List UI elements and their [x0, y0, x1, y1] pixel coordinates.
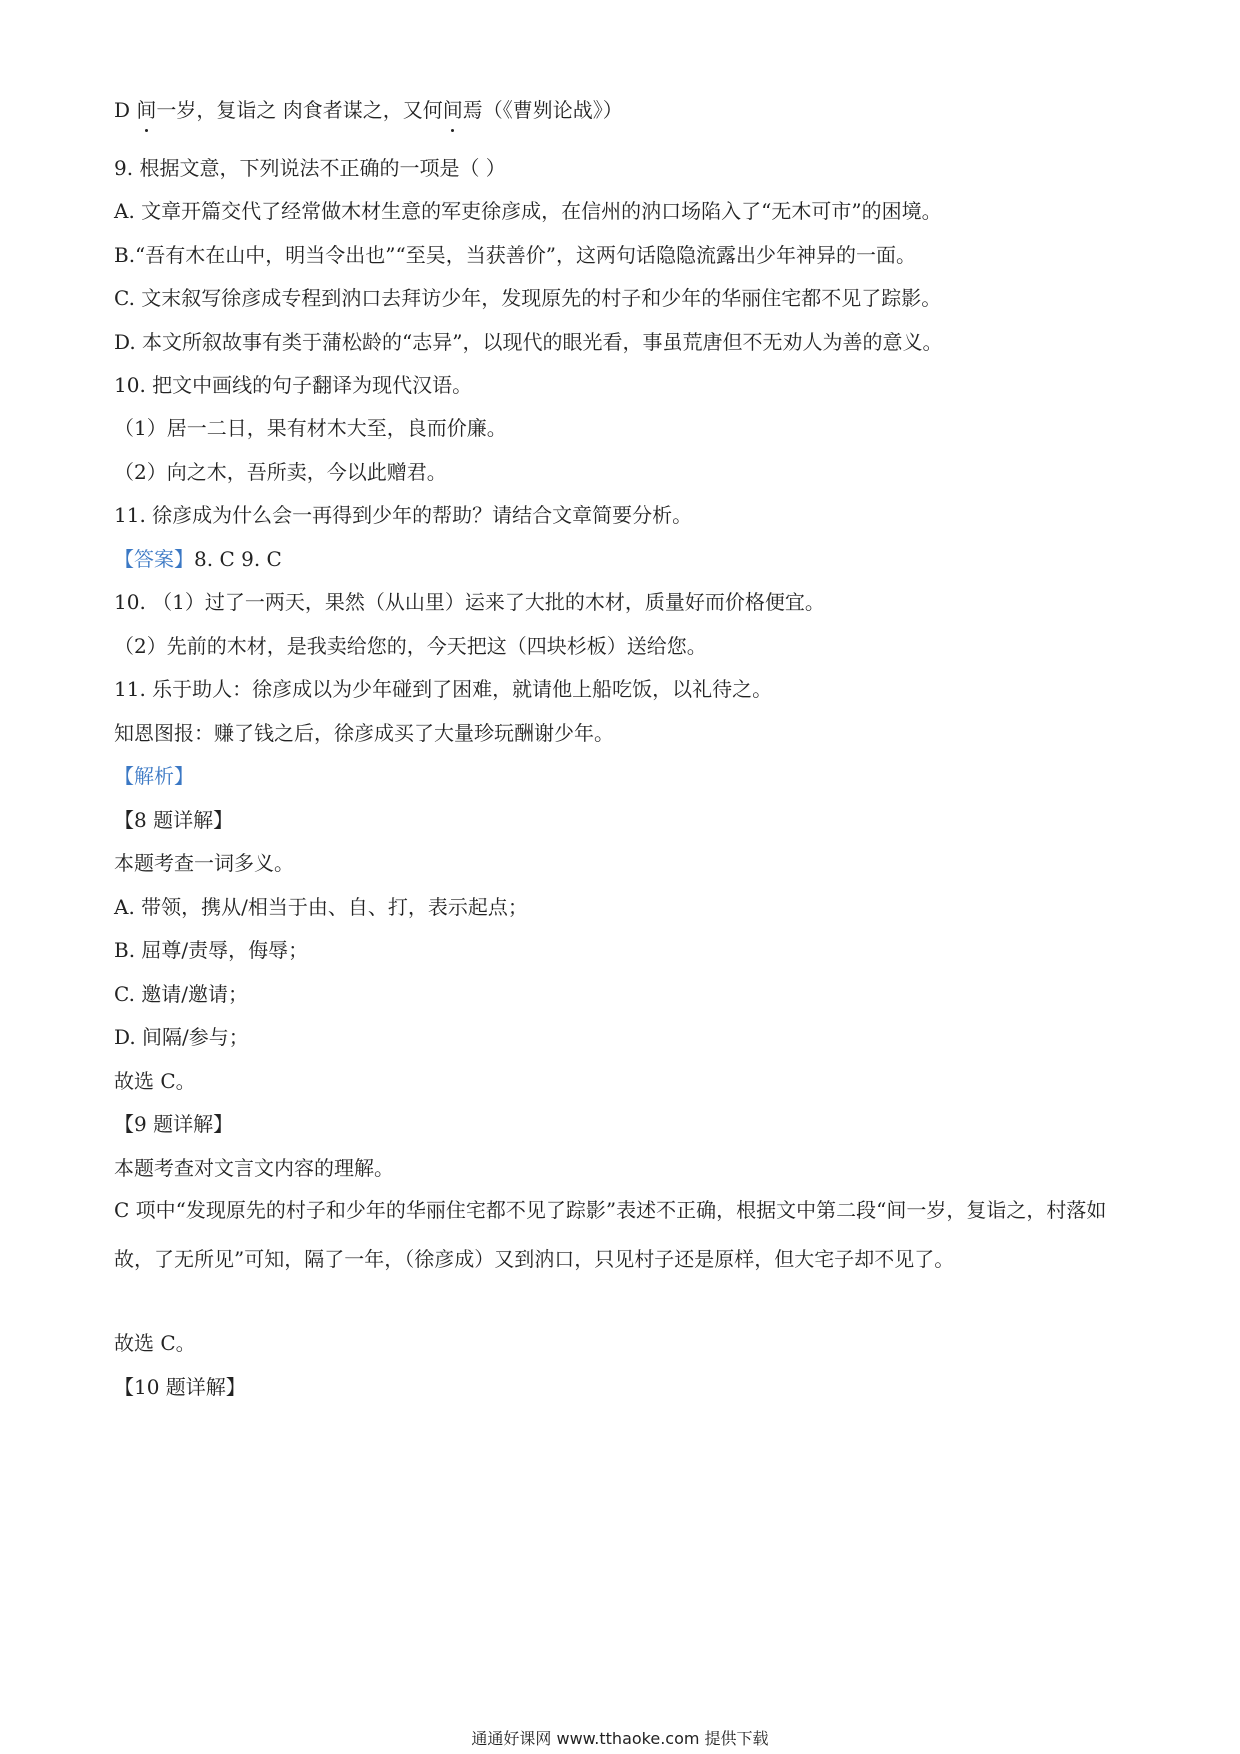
analysis-9-heading: 【9 题详解】 — [114, 1112, 234, 1136]
analysis-8-c: C. 邀请/邀请； — [114, 982, 249, 1006]
answer-line: 【答案】8. C 9. C — [114, 547, 282, 571]
question-9-stem: 9. 根据文意，下列说法不正确的一项是（ ） — [114, 156, 506, 180]
question-9-option-b: B.“吾有木在山中，明当令出也”“至吴，当获善价”，这两句话隐隐流露出少年神异的一面。 — [114, 243, 916, 267]
dotted-char: 间 — [136, 98, 157, 122]
answer-10-1: 10. （1）过了一两天，果然（从山里）运来了大批的木材，质量好而价格便宜。 — [114, 590, 825, 614]
answer-11-1: 11. 乐于助人：徐彦成以为少年碰到了困难，就请他上船吃饭，以礼待之。 — [114, 677, 773, 701]
analysis-9-intro: 本题考查对文言文内容的理解。 — [114, 1156, 394, 1180]
question-11-stem: 11. 徐彦成为什么会一再得到少年的帮助？请结合文章简要分析。 — [114, 503, 693, 527]
analysis-10-heading: 【10 题详解】 — [114, 1375, 246, 1399]
answer-label: 【答案】 — [114, 547, 194, 571]
analysis-8-heading: 【8 题详解】 — [114, 808, 234, 832]
analysis-8-b: B. 屈尊/责辱，侮辱； — [114, 938, 309, 962]
page-footer: 通通好课网 www.tthaoke.com 提供下载 — [471, 1729, 769, 1748]
analysis-8-intro: 本题考查一词多义。 — [114, 851, 294, 875]
analysis-label: 【解析】 — [114, 764, 194, 788]
question-9-option-d: D. 本文所叙故事有类于蒲松龄的“志异”，以现代的眼光看，事虽荒唐但不无劝人为善的意义。 — [114, 330, 943, 354]
option-d-previous: D 间一岁，复诣之 肉食者谋之，又何间焉（《曹刿论战》） — [114, 98, 623, 122]
answer-10-2: （2）先前的木材，是我卖给您的，今天把这（四块杉板）送给您。 — [114, 634, 707, 658]
question-9-option-a: A. 文章开篇交代了经常做木材生意的军吏徐彦成，在信州的汭口场陷入了“无木可市”的困境。 — [114, 199, 942, 223]
question-10-sentence-1: （1）居一二日，果有材木大至，良而价廉。 — [114, 416, 507, 440]
analysis-9-body: C 项中“发现原先的村子和少年的华丽住宅都不见了踪影”表述不正确，根据文中第二段“间一岁，复诣之，村落如故，了无所见”可知，隔了一年，（徐彦成）又到汭口，只见村子还是原样，但大宅子却不见了。 — [114, 1198, 1107, 1271]
question-10-stem: 10. 把文中画线的句子翻译为现代汉语。 — [114, 373, 473, 397]
question-10-sentence-2: （2）向之木，吾所卖，今以此赠君。 — [114, 460, 447, 484]
dotted-char: 间 — [442, 98, 463, 122]
analysis-8-d: D. 间隔/参与； — [114, 1025, 249, 1049]
analysis-9-conclusion: 故选 C。 — [114, 1331, 196, 1355]
analysis-8-conclusion: 故选 C。 — [114, 1069, 196, 1093]
analysis-8-a: A. 带领，携从/相当于由、自、打，表示起点； — [114, 895, 528, 919]
question-9-option-c: C. 文末叙写徐彦成专程到汭口去拜访少年，发现原先的村子和少年的华丽住宅都不见了踪影。 — [114, 286, 942, 310]
answer-11-2: 知恩图报：赚了钱之后，徐彦成买了大量珍玩酬谢少年。 — [114, 721, 614, 745]
